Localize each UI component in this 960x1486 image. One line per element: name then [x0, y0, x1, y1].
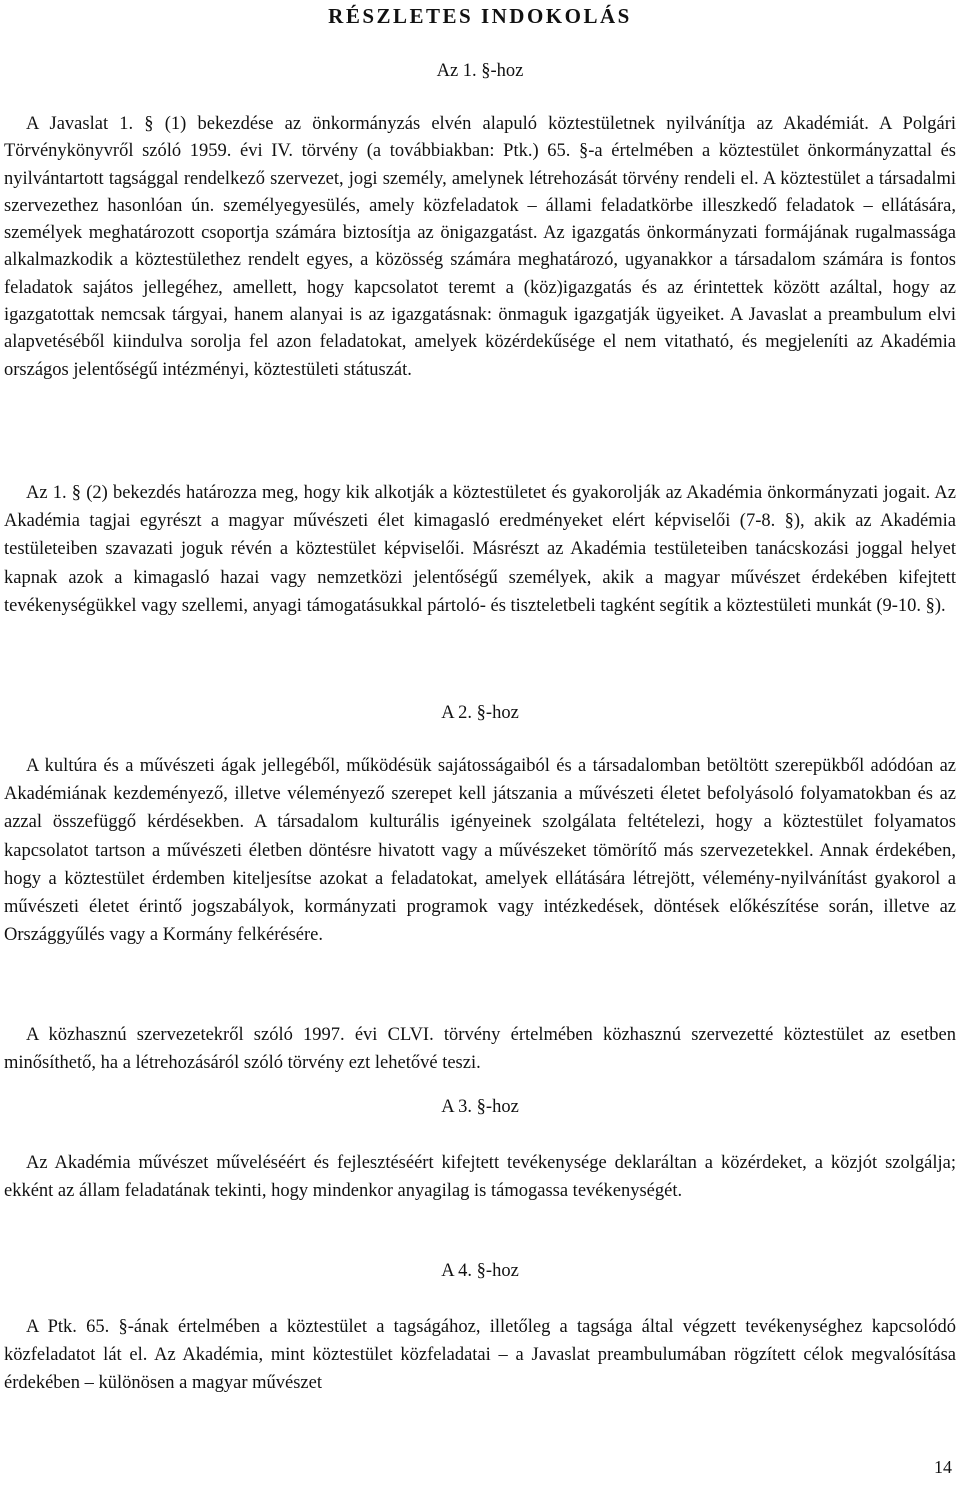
section-heading-3: A 3. §-hoz [441, 1097, 519, 1117]
page-number: 14 [934, 1457, 952, 1477]
section-1-paragraph-2: Az 1. § (2) bekezdés határozza meg, hogy kik alkotják a köztestületet és gyakorolják az Akadémia önkormányzati jogait. Az Akadémia tagjai egyrészt a magyar művészeti élet kimagasló eredményeket elért képviselői (7-8. §), akik az Akadémia testületeiben szavazati joguk révén a köztestület képviselői. Másrészt az Akadémia testületeiben tanácskozási joggal helyet kapnak azok a kimagasló hazai vagy nemzetközi jelentőségű személyek, akik a magyar művészet érdekében kifejtett tevékenységükkel vagy szellemi, anyagi támogatásukkal pártoló- és tiszteletbeli tagként segítik a köztestületi munkát (9-10. §). [4, 483, 956, 616]
section-heading-1: Az 1. §-hoz [436, 61, 524, 81]
section-2-paragraph-1: A kultúra és a művészeti ágak jellegéből, működésük sajátosságaiból és a társadalomban betöltött szerepükből adódóan az Akadémiának kezdeményező, illetve véleményező szerepet kell játszania a művészeti életet befolyásoló folyamatokban és az azzal összefüggő kérdésekben. A társadalom kulturális igényeinek szolgálata feltételezi, hogy a köztestület folyamatos kapcsolatot tartson a művészeti életben döntésre hivatott vagy a művészeket tömörítő más szervezetekkel. Annak érdekében, hogy a köztestület érdemben kiteljesítse azokat a feladatokat, amelyek ellátására létrejött, vélemény-nyilvánítást gyakorol a művészeti életet érintő jogszabályok, kormányzati programok vagy intézkedések, döntések előkészítése során, illetve az Országgyűlés vagy a Kormány felkérésére. [4, 756, 956, 946]
section-3-paragraph-1: Az Akadémia művészet műveléséért és fejlesztéséért kifejtett tevékenysége deklaráltan a közérdeket, a közjót szolgálja; ekként az állam feladatának tekinti, hogy mindenkor anyagilag is támogassa tevékenységét. [4, 1153, 956, 1202]
section-2-paragraph-2: A közhasznú szervezetekről szóló 1997. évi CLVI. törvény értelmében közhasznú szervezetté köztestület az esetben minősíthető, ha a létrehozásáról szóló törvény ezt lehetővé teszi. [4, 1025, 956, 1074]
section-heading-2: A 2. §-hoz [441, 703, 519, 723]
document-title: RÉSZLETES INDOKOLÁS [328, 4, 632, 28]
section-heading-4: A 4. §-hoz [441, 1261, 519, 1281]
section-4-paragraph-1: A Ptk. 65. §-ának értelmében a köztestület a tagságához, illetőleg a tagsága által végzett tevékenységhez kapcsolódó közfeladatot lát el. Az Akadémia, mint köztestület közfeladatai – a Javaslat preambulumában rögzített célok megvalósítása érdekében – különösen a magyar művészet [4, 1317, 956, 1394]
section-1-paragraph-1: A Javaslat 1. § (1) bekezdése az önkormányzás elvén alapuló köztestületnek nyilvánítja az Akadémiát. A Polgári Törvénykönyvről szóló 1959. évi IV. törvény (a továbbiakban: Ptk.) 65. §-a értelmében a köztestület önkormányzattal és nyilvántartott tagsággal rendelkező szervezet, jogi személy, amelynek létrehozását törvény rendeli el. A köztestület a társadalmi szervezethez hasonlóan ún. személyegyesülés, amely közfeladatok – állami feladatkörbe illeszkedő feladatok – ellátására, személyek meghatározott csoportja számára biztosítja az önigazgatást. Az igazgatás önkormányzati formájának rugalmassága alkalmazkodik a köztestülethez rendelt egyes, a közösség számára meghatározó, ugyanakkor a társadalom számára is fontos feladatok sajátos jellegéhez, amellett, hogy kapcsolatot teremt a (köz)igazgatás és az érintettek között azáltal, hogy az igazgatottak nemcsak tárgyai, hanem alanyai is az igazgatásnak: önmaguk igazgatják ügyeiket. A Javaslat a preambulum elvi alapvetéséből kiindulva sorolja fel azon feladatokat, amelyek közérdekűsége el nem vitatható, és megjeleníti az Akadémia országos jelentőségű intézményi, köztestületi státuszát. [4, 114, 956, 380]
